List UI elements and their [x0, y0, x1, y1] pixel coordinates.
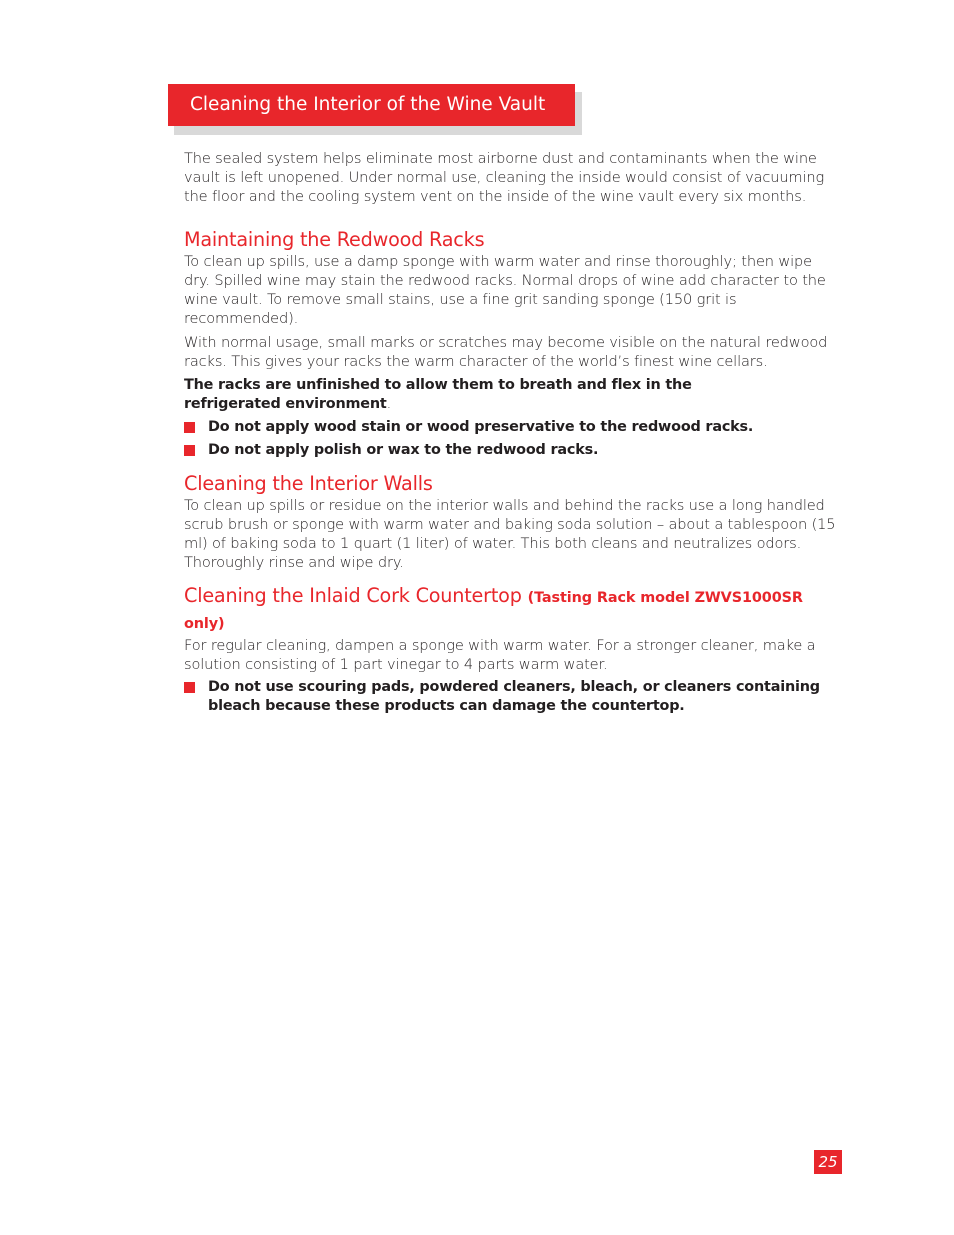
redwood-paragraph-2: With normal usage, small marks or scratches may become visible on the natural redwood racks. This gives your racks the warm character of the world’s finest wine cellars.: [184, 334, 828, 370]
intro-paragraph: The sealed system helps eliminate most airborne dust and contaminants when the wine vault is left unopened. Under normal use, cleaning the inside would consist of vacuuming the floor and the cooling system vent on the inside of the wine vault every six months.: [184, 150, 825, 205]
redwood-note-line-1: The racks are unfinished to allow them to breath and flex in the: [184, 377, 692, 393]
cork-paragraph: For regular cleaning, dampen a sponge with warm water. For a stronger cleaner, make a solution consisting of 1 part vinegar to 4 parts warm water.: [184, 637, 816, 673]
redwood-note-period: .: [386, 396, 391, 412]
walls-heading: Cleaning the Interior Walls: [184, 472, 433, 495]
section-title: Cleaning the Interior of the Wine Vault: [168, 84, 575, 126]
bullet-item: [184, 678, 842, 716]
square-bullet-icon: [184, 445, 195, 456]
section-header: [168, 84, 582, 135]
redwood-heading: Maintaining the Redwood Racks: [184, 228, 485, 251]
redwood-note: [184, 376, 842, 414]
bullet-item: [184, 418, 842, 437]
redwood-paragraph-1: To clean up spills, use a damp sponge with warm water and rinse thoroughly; then wipe dry. Spilled wine may stain the redwood racks. Normal drops of wine add character to the wine vault. To remove small stains, use a fine grit sanding sponge (150 grit is recommended).: [184, 253, 826, 327]
bullet-text: Do not apply wood stain or wood preservative to the redwood racks.: [208, 419, 754, 435]
walls-paragraph: To clean up spills or residue on the interior walls and behind the racks use a long handled scrub brush or sponge with warm water and baking soda solution – about a tablespoon (15 ml) of baking soda to 1 quart (1 liter) of water. This both cleans and neutralizes odors. Thoroughly rinse and wipe dry.: [184, 497, 836, 571]
page-number: 25: [814, 1150, 842, 1174]
bullet-text: Do not use scouring pads, powdered cleaners, bleach, or cleaners containing bleach because these products can damage the countertop.: [208, 679, 820, 714]
cork-heading-model-note: (Tasting Rack model ZWVS1000SR only): [184, 590, 803, 632]
square-bullet-icon: [184, 682, 195, 693]
square-bullet-icon: [184, 422, 195, 433]
cork-heading: [184, 584, 842, 636]
cork-heading-main: Cleaning the Inlaid Cork Countertop: [184, 584, 522, 607]
redwood-note-line-2: refrigerated environment: [184, 396, 387, 412]
bullet-item: [184, 441, 842, 460]
bullet-text: Do not apply polish or wax to the redwood racks.: [208, 442, 599, 458]
main-content: [184, 149, 842, 716]
